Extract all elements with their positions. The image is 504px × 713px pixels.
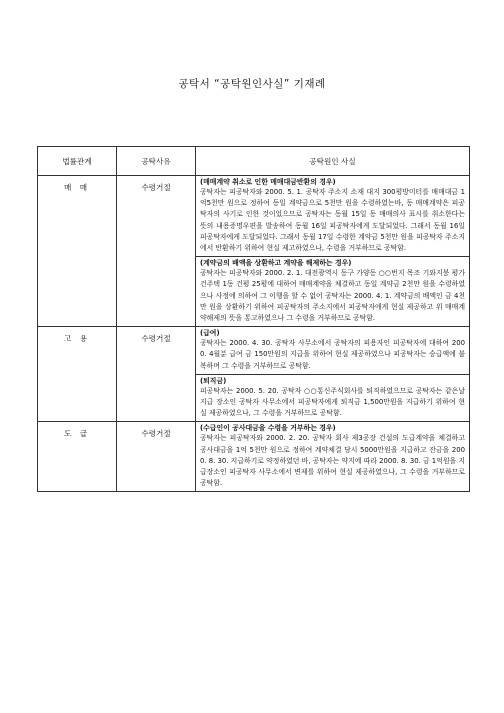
reason-cell-sale: 수령거절 (117, 176, 196, 327)
header-row (38, 147, 470, 176)
fact-cell (196, 327, 470, 375)
law-cell-contract: 도 급 (38, 422, 117, 492)
reason-cell-employment: 수령거절 (117, 327, 196, 422)
deposit-cause-table (37, 146, 470, 492)
fact-cell (196, 176, 470, 257)
reason-cell-contract: 수령거절 (117, 422, 196, 492)
law-cell-sale: 매 매 (38, 176, 117, 327)
fact-heading: (매매계약 취소로 인한 매매대금반환의 경우) (200, 178, 336, 186)
fact-heading: (퇴직금) (200, 376, 227, 385)
document-title: 공탁서 “공탁원인사실” 기재례 (178, 78, 326, 90)
fact-heading: (수급인이 공사대금을 수령을 거부하는 경우) (200, 424, 336, 433)
fact-text: 공탁자는 2000. 4. 30. 공탁자 사무소에서 공탁자의 피용자인 피공탁자에 대하여 2000. 4월분 급여 금 150만원의 지급을 위하여 현실 제공하였으나 피공탁자는 승급액에 불복하며 그 수령을 거부하므로 공탁함. (200, 339, 465, 370)
table-row (38, 422, 470, 492)
header-law: 법률관계 (38, 147, 117, 176)
header-reason: 공탁사유 (117, 147, 196, 176)
fact-text: 공탁자는 피공탁자와 2000. 2. 20. 공탁자 회사 제3공장 건설의 도급계약을 체결하고 공사대금을 1억 5천만 원으로 정하여 계약체결 당시 5000만원을 지급하고 잔금을 2000. 8. 30. 지급하기로 약정하였던 바, 공탁자는 약지에 따라 2000. 8. 30. 금 1억원을 지급장소인 피공탁자 사무소에서 변제를 위하여 현실 제공하였으나, 그 수령을 거부하므로 공탁함. (200, 434, 466, 488)
table-row (38, 327, 470, 375)
fact-text: 피공탁자는 2000. 5. 20. 공탁자 ○○통신주식회사를 퇴직하였으므로 공탁자는 같은날 지급 장소인 공탁자 사무소에서 피공탁자에게 퇴직금 1,500만원을 지급하기 위하여 현실 제공하였으나, 그 수령을 거부하므로 공탁함. (200, 386, 465, 418)
fact-heading: (급여) (200, 329, 220, 338)
fact-text: 공탁자는 피공탁자와 2000. 5. 1. 공탁자 주소지 소재 대지 300평방미터를 매매대금 1억5천만 원으로 정하여 동일 계약금으로 5천만 원을 수령하였는바, 동 매매계약은 피공탁자의 사기로 인한 것이었으므로 공탁자는 동월 15일 동 매매의사 표시를 취소한다는 뜻의 내용증명우편을 발송하여 동월 16일 피공탁자에게 도달되었다. 그래서 동월 16일 피공탁자에게 도달되었다. 그래서 동월 17일 수령한 계약금 5천만 원을 피공탁자 주소지에서 반환하기 위하여 현실 제고하였으나, 수령을 거부하므로 공탁함. (200, 188, 465, 253)
header-fact: 공탁원인 사실 (196, 147, 470, 176)
fact-text: 공탁자는 피공탁자와 2000. 2. 1. 대전광역시 동구 가양동 ○○번지 목조 기와지붕 평가건주택 1동 건평 25평에 대하여 매매계약을 체결하고 동일 계약금 2천만 원을 수령하였으나 사정에 의하여 그 이행을 할 수 없어 공탁자는 2000. 4. 1. 계약금의 배액인 금 4천만 원을 상환하기 위하여 피공탁자의 주소지에서 피공탁자에게 현실 제공하고 위 매매계약해제의 뜻을 통고하였으나 그 수령을 거부하므로 공탁함. (200, 269, 465, 323)
fact-cell (196, 422, 470, 492)
fact-cell (196, 374, 470, 422)
law-cell-employment: 고 용 (38, 327, 117, 422)
fact-heading: (계약금의 배액을 상환하고 계약을 해제하는 경우) (200, 259, 352, 268)
fact-cell (196, 257, 470, 327)
table-row (38, 176, 470, 257)
